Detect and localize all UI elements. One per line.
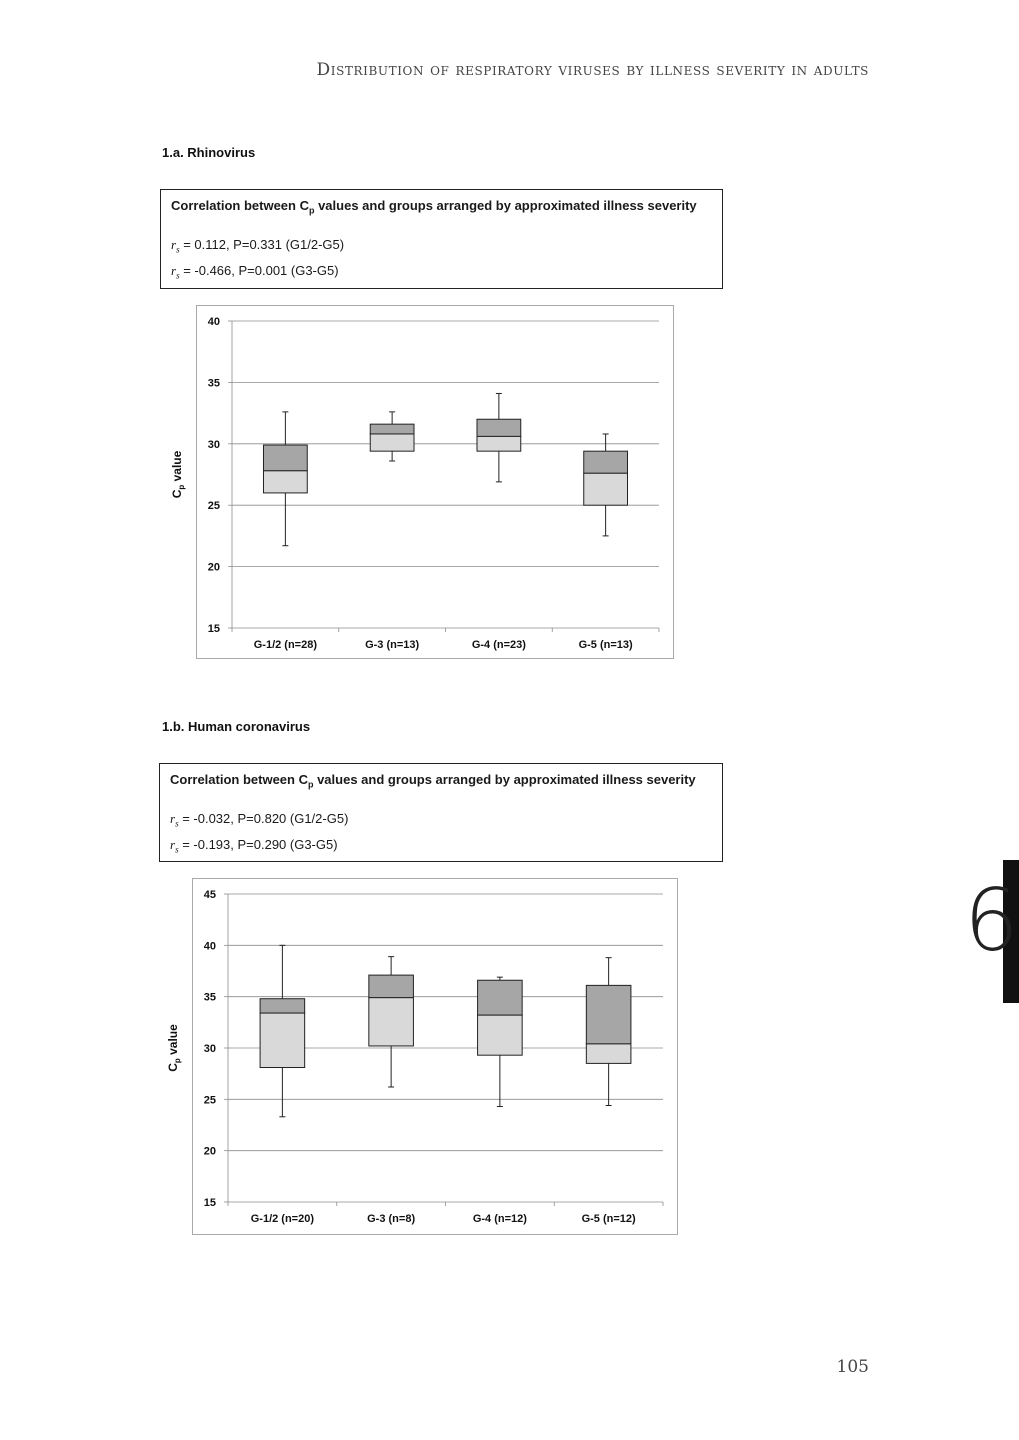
box-lower-quartile	[586, 1044, 631, 1064]
y-tick-label: 20	[207, 561, 220, 574]
y-axis-label: $C_p$ value	[166, 1024, 182, 1072]
page-number: 105	[836, 1357, 869, 1377]
box-lower-quartile	[263, 471, 307, 493]
box-upper-quartile	[584, 451, 628, 473]
x-tick-label: G-4 (n=23)	[471, 639, 526, 651]
box-upper-quartile	[370, 424, 414, 434]
section-title-rhinovirus: 1.a. Rhinovirus	[162, 145, 256, 160]
y-tick-label: 25	[207, 500, 220, 513]
y-tick-label: 40	[207, 316, 220, 328]
boxplot-chart-rhinovirus	[170, 305, 674, 659]
x-tick-label: G-1/2 (n=20)	[250, 1213, 315, 1225]
box-upper-quartile	[263, 445, 307, 471]
correlation-title: Correlation between $C_p$ values and groups arranged by approximated illness severity	[170, 772, 696, 790]
y-tick-label: 30	[203, 1043, 216, 1055]
box-lower-quartile	[370, 434, 414, 451]
y-tick-label: 45	[203, 889, 216, 901]
y-tick-label: 40	[203, 940, 216, 953]
correlation-box-rhinovirus	[160, 189, 723, 289]
box-upper-quartile	[586, 985, 631, 1044]
y-tick-label: 15	[203, 1197, 216, 1209]
box-lower-quartile	[260, 1013, 305, 1067]
y-tick-label: 35	[203, 991, 216, 1004]
correlation-stat: $r_s = -0.466$, P=0.001 (G3-G5)	[171, 263, 339, 281]
correlation-box-coronavirus	[159, 763, 723, 862]
box-lower-quartile	[477, 436, 521, 451]
x-tick-label: G-3 (n=8)	[367, 1213, 416, 1225]
chart-svg	[166, 879, 679, 1236]
y-tick-label: 35	[207, 377, 220, 390]
box-lower-quartile	[478, 1015, 523, 1055]
y-tick-label: 20	[203, 1145, 216, 1158]
correlation-stat: $r_s = -0.193$, P=0.290 (G3-G5)	[170, 837, 338, 855]
y-tick-label: 25	[203, 1094, 216, 1107]
y-tick-label: 30	[207, 438, 220, 451]
box-lower-quartile	[584, 473, 628, 505]
box-upper-quartile	[477, 419, 521, 436]
y-tick-label: 15	[207, 623, 220, 635]
boxplot-chart-coronavirus	[166, 878, 678, 1235]
x-tick-label: G-3 (n=13)	[365, 639, 420, 651]
chapter-number: 6	[964, 871, 1019, 971]
box-lower-quartile	[369, 998, 414, 1046]
y-axis-label: $C_p$ value	[170, 450, 186, 499]
running-header: Distribution of respiratory viruses by illness severity in adults	[316, 60, 869, 80]
x-tick-label: G-4 (n=12)	[472, 1213, 527, 1225]
box-upper-quartile	[478, 980, 523, 1015]
chart-svg	[170, 306, 675, 660]
x-tick-label: G-5 (n=13)	[578, 639, 633, 651]
box-upper-quartile	[260, 999, 305, 1013]
section-title-coronavirus: 1.b. Human coronavirus	[162, 719, 311, 734]
correlation-stat: $r_s = -0.032$, P=0.820 (G1/2-G5)	[170, 810, 349, 829]
correlation-title: Correlation between $C_p$ values and groups arranged by approximated illness severity	[171, 198, 697, 216]
correlation-stat: $r_s = 0.112$, P=0.331 (G1/2-G5)	[171, 236, 345, 255]
x-tick-label: G-1/2 (n=28)	[253, 639, 318, 651]
x-tick-label: G-5 (n=12)	[581, 1213, 636, 1225]
box-upper-quartile	[369, 975, 414, 998]
